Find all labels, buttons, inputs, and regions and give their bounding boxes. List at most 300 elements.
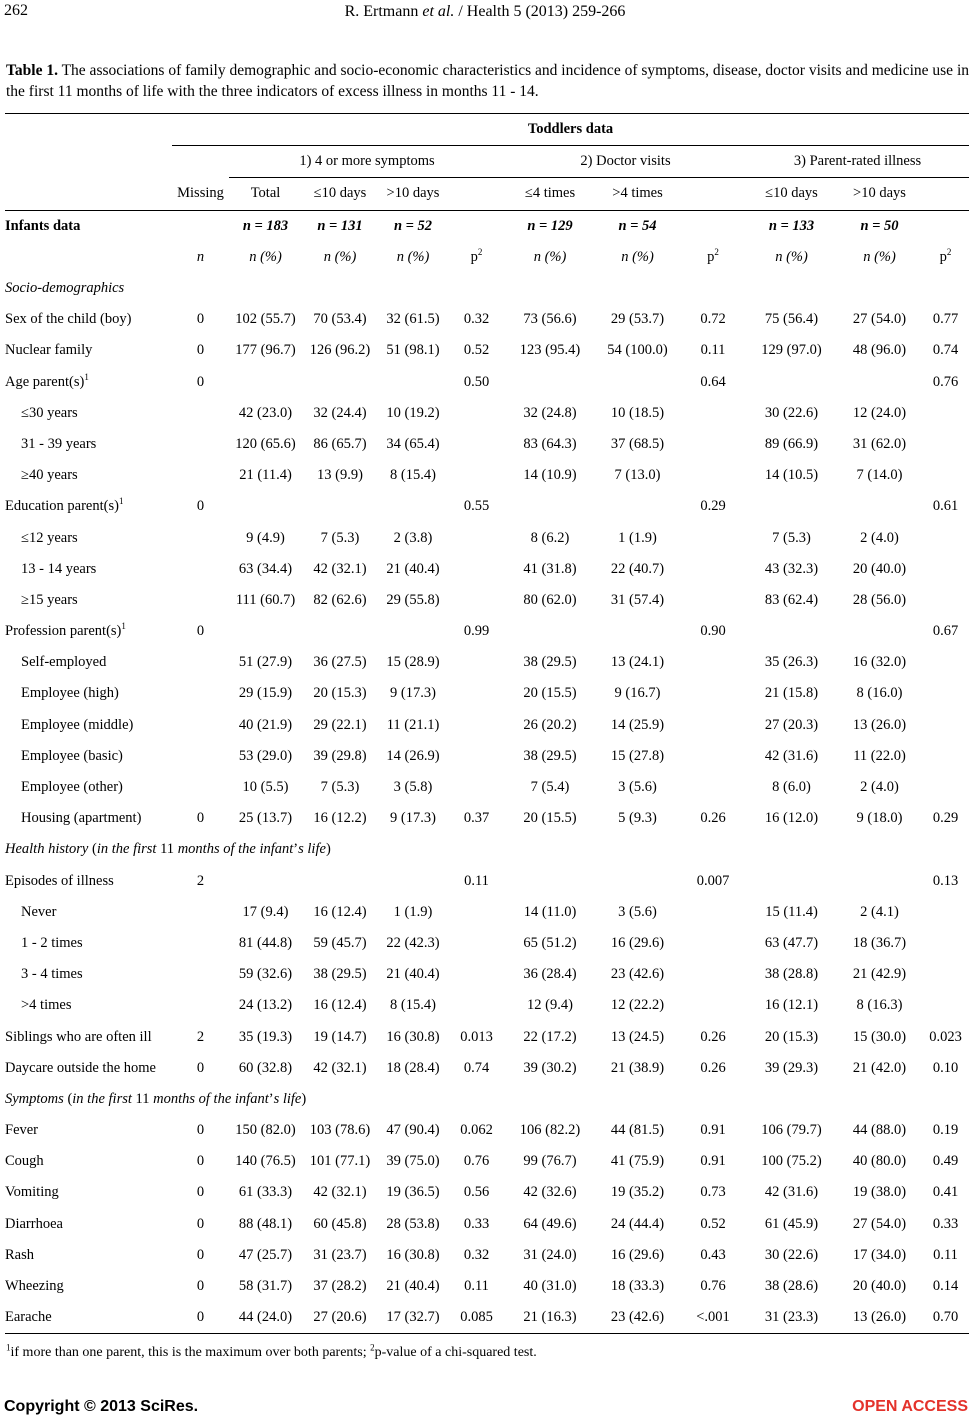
table-cell: 7 (5.3) [320, 779, 360, 796]
row-label-text: ≤12 years [21, 529, 78, 546]
table-row [5, 1021, 969, 1052]
table-cell: 0.41 [932, 1184, 959, 1201]
n-count: n = 50 [860, 217, 899, 234]
table-cell [680, 585, 746, 616]
table-cell: 9 (17.3) [390, 685, 436, 702]
table-cell: 27 (20.6) [313, 1309, 367, 1326]
table-cell: 88 (48.1) [238, 1215, 293, 1232]
row-label-text: ≥15 years [21, 591, 78, 608]
table-cell: 23 (42.6) [610, 1309, 665, 1326]
table-cell: 13 (24.5) [610, 1028, 665, 1045]
page-number: 262 [4, 2, 28, 19]
table-cell: 120 (65.6) [235, 435, 296, 452]
section-title-symptoms [5, 1084, 969, 1115]
table-cell: 0.50 [463, 373, 490, 390]
table-cell: 1 (1.9) [393, 903, 433, 920]
table-cell: 0.73 [700, 1184, 726, 1201]
row-label [5, 429, 172, 460]
table-cell [922, 522, 969, 553]
table-cell: 27 (54.0) [852, 311, 907, 328]
table-cell: 0.56 [463, 1184, 490, 1201]
table-cell: 0.37 [463, 810, 490, 827]
row-label [5, 741, 172, 772]
row-label-text: Education parent(s) [5, 498, 119, 515]
table-cell: 14 (25.9) [610, 716, 665, 733]
table-cell: 59 (45.7) [313, 934, 367, 951]
table-cell: 34 (65.4) [386, 435, 440, 452]
table-cell: 0.74 [463, 1059, 490, 1076]
health-h: ) [325, 841, 331, 858]
table-cell [448, 772, 505, 803]
row-label-text: Siblings who are often ill [5, 1028, 152, 1045]
table-cell: 111 (60.7) [235, 591, 296, 608]
table-cell: 2 [196, 872, 205, 889]
row-label [5, 585, 172, 616]
symptoms-b: ( [63, 1090, 73, 1107]
table-row [5, 1302, 969, 1334]
row-label-text: Employee (basic) [21, 747, 123, 764]
table-cell: 7 (13.0) [614, 467, 661, 484]
unit-label: n (%) [249, 248, 282, 265]
table-cell [172, 678, 229, 709]
table-cell [505, 367, 595, 398]
table-cell [172, 398, 229, 429]
table-cell: 8 (16.3) [856, 997, 903, 1014]
table-cell [837, 866, 922, 897]
row-label [5, 398, 172, 429]
table-body [5, 114, 969, 1335]
table-cell: 47 (25.7) [238, 1246, 293, 1263]
table-cell: 28 (53.8) [386, 1215, 440, 1232]
row-label-text: 31 - 39 years [21, 435, 97, 452]
table-row [5, 1177, 969, 1208]
row-label-text: Profession parent(s) [5, 623, 122, 640]
row-label-text: Diarrhoea [5, 1215, 63, 1232]
column-header: ≤4 times [524, 185, 576, 202]
table-caption [6, 60, 969, 102]
table-cell: 38 (29.5) [523, 654, 577, 671]
health-g: s life [298, 841, 326, 858]
row-label [5, 1240, 172, 1271]
table-cell: 20 (15.3) [764, 1028, 819, 1045]
table-cell: 0.085 [460, 1309, 493, 1326]
table-cell: 0.43 [700, 1246, 726, 1263]
table-cell: 140 (76.5) [235, 1153, 296, 1170]
table-cell: 16 (29.6) [610, 1246, 665, 1263]
table-cell: 0.007 [696, 872, 730, 889]
table-cell: 3 (5.6) [618, 903, 657, 920]
table-cell [448, 429, 505, 460]
table-cell: 2 (4.0) [860, 779, 899, 796]
row-label [5, 304, 172, 335]
table-cell [746, 866, 837, 897]
table-cell [837, 491, 922, 522]
table-cell: 0 [196, 1153, 205, 1170]
table-row [5, 367, 969, 398]
table-cell: 32 (24.8) [523, 404, 577, 421]
table-cell: 8 (15.4) [390, 997, 436, 1014]
table-cell: 40 (21.9) [238, 716, 293, 733]
row-label-text: Episodes of illness [5, 872, 114, 889]
table-cell: 0 [196, 342, 205, 359]
table-cell: 0.11 [464, 872, 489, 889]
table-cell: 32 (61.5) [386, 311, 440, 328]
table-cell: 65 (51.2) [523, 934, 577, 951]
n-count: n = 129 [527, 217, 573, 234]
table-cell: 10 (19.2) [386, 404, 440, 421]
unit-label [680, 242, 746, 273]
row-label-text: 3 - 4 times [21, 966, 83, 983]
table-cell: 7 (5.3) [320, 529, 360, 546]
table-cell [837, 616, 922, 647]
table-cell: 16 (12.4) [313, 997, 367, 1014]
row-label [5, 772, 172, 803]
table-row [5, 522, 969, 553]
table-cell: <.001 [696, 1309, 730, 1326]
table-cell [595, 367, 680, 398]
table-cell: 51 (98.1) [386, 342, 440, 359]
table-cell: 51 (27.9) [238, 654, 293, 671]
table-cell: 21 (42.9) [852, 966, 907, 983]
table-cell: 63 (47.7) [764, 934, 819, 951]
table-cell: 0.013 [460, 1028, 493, 1045]
footnote-marker: 1 [118, 496, 124, 507]
table-cell: 20 (40.0) [852, 1278, 907, 1295]
p-label: p [939, 248, 947, 265]
table-cell: 31 (57.4) [610, 591, 665, 608]
table-cell: 0.13 [932, 872, 959, 889]
table-cell [378, 616, 448, 647]
table-cell [680, 678, 746, 709]
n-count [922, 210, 969, 242]
p-label: p [707, 248, 715, 265]
table-cell: 16 (30.8) [386, 1246, 440, 1263]
table-cell [229, 616, 302, 647]
table-cell: 8 (6.2) [530, 529, 570, 546]
table-cell [922, 741, 969, 772]
table-row [5, 1053, 969, 1084]
n-count: n = 54 [618, 217, 657, 234]
table-cell: 19 (38.0) [852, 1184, 907, 1201]
table-cell: 7 (14.0) [856, 467, 903, 484]
table-cell [680, 990, 746, 1021]
row-label-text: Age parent(s) [5, 373, 85, 390]
table-cell: 2 (4.0) [860, 529, 899, 546]
table-cell: 44 (88.0) [852, 1122, 907, 1139]
row-label [5, 367, 172, 398]
table-cell: 60 (32.8) [238, 1059, 293, 1076]
table-cell: 0.11 [464, 1278, 489, 1295]
table-row [5, 866, 969, 897]
table-row [5, 585, 969, 616]
footnote-marker: 1 [121, 621, 126, 632]
table-cell: 0.32 [463, 311, 490, 328]
table-cell: 89 (66.9) [764, 435, 819, 452]
table-cell [172, 959, 229, 990]
table-cell: 61 (33.3) [238, 1184, 293, 1201]
table-cell: 0.26 [700, 810, 726, 827]
symptoms-g: s life [273, 1090, 302, 1107]
results-table [5, 113, 969, 1334]
symptoms-h: ) [301, 1090, 307, 1107]
table-cell: 0.91 [700, 1122, 726, 1139]
table-cell: 150 (82.0) [235, 1122, 296, 1139]
table-cell: 24 (13.2) [238, 997, 293, 1014]
table-cell: 101 (77.1) [309, 1153, 371, 1170]
row-label-text: 13 - 14 years [21, 560, 97, 577]
table-cell: 19 (36.5) [386, 1184, 440, 1201]
table-row [5, 710, 969, 741]
row-label [5, 647, 172, 678]
table-cell: 21 (11.4) [239, 467, 292, 484]
table-cell: 42 (31.6) [764, 747, 819, 764]
table-cell: 0.90 [700, 623, 726, 640]
row-label-text: Employee (high) [21, 685, 119, 702]
table-cell: 21 (40.4) [386, 560, 440, 577]
table-cell [229, 491, 302, 522]
section-socio [5, 273, 969, 304]
n-count: n = 131 [317, 217, 363, 234]
table-cell: 14 (10.9) [523, 467, 577, 484]
table-cell: 29 (55.8) [386, 591, 440, 608]
table-cell [302, 866, 378, 897]
table-cell [922, 928, 969, 959]
symptoms-a: Symptoms [5, 1090, 64, 1107]
table-cell: 21 (16.3) [523, 1309, 577, 1326]
section-title-health [5, 834, 969, 865]
table-cell: 0.11 [700, 342, 726, 359]
table-row [5, 460, 969, 491]
row-label [5, 491, 172, 522]
table-cell: 13 (26.0) [852, 716, 907, 733]
table-row [5, 678, 969, 709]
table-cell: 26 (20.2) [523, 716, 577, 733]
table-row [5, 741, 969, 772]
table-cell: 19 (14.7) [313, 1028, 367, 1045]
table-cell [922, 710, 969, 741]
table-cell: 0.72 [700, 311, 726, 328]
table-cell: 2 (4.1) [860, 903, 899, 920]
table-row [5, 429, 969, 460]
footnote-sup-2: 2 [370, 1342, 375, 1353]
journal-etal: et al. [422, 3, 455, 20]
table-cell: 21 (40.4) [386, 1278, 440, 1295]
table-cell: 14 (11.0) [523, 903, 577, 920]
table-cell: 36 (28.4) [523, 966, 577, 983]
row-label [5, 803, 172, 834]
table-cell: 48 (96.0) [852, 342, 907, 359]
table-cell: 22 (40.7) [610, 560, 665, 577]
table-row [5, 554, 969, 585]
table-cell: 39 (30.2) [523, 1059, 577, 1076]
table-cell: 41 (31.8) [523, 560, 577, 577]
table-cell [302, 367, 378, 398]
table-cell: 29 (53.7) [610, 311, 665, 328]
table-cell: 0.77 [932, 311, 959, 328]
table-cell [172, 990, 229, 1021]
row-label [5, 1177, 172, 1208]
unit-label [922, 242, 969, 273]
row-label-text: Nuclear family [5, 342, 93, 359]
column-header [448, 178, 505, 210]
table-cell: 1 (1.9) [618, 529, 657, 546]
table-row [5, 616, 969, 647]
table-cell [448, 647, 505, 678]
row-label-text: Fever [5, 1122, 39, 1139]
table-row [5, 959, 969, 990]
table-row [5, 772, 969, 803]
row-label [5, 1021, 172, 1052]
table-cell: 100 (75.2) [761, 1153, 822, 1170]
section-title-socio: Socio-demographics [5, 280, 125, 297]
n-count [172, 210, 229, 242]
infants-label: Infants data [5, 217, 81, 234]
table-cell: 31 (62.0) [852, 435, 907, 452]
table-cell [302, 491, 378, 522]
table-cell [922, 897, 969, 928]
table-cell [680, 897, 746, 928]
table-cell: 11 (21.1) [386, 716, 440, 733]
table-cell [172, 522, 229, 553]
table-cell: 0 [196, 1184, 205, 1201]
table-cell: 20 (40.0) [852, 560, 907, 577]
table-cell: 37 (28.2) [313, 1278, 367, 1295]
footnote-marker: 1 [84, 371, 89, 382]
n-count: n = 133 [768, 217, 815, 234]
table-cell: 39 (29.8) [313, 747, 367, 764]
table-cell: 177 (96.7) [235, 342, 296, 359]
table-cell: 82 (62.6) [313, 591, 367, 608]
row-label [5, 678, 172, 709]
table-cell: 42 (32.6) [523, 1184, 577, 1201]
table-cell [746, 616, 837, 647]
table-row [5, 803, 969, 834]
table-cell: 0.29 [932, 810, 959, 827]
open-access-badge: OPEN ACCESS [852, 1398, 968, 1415]
table-cell [448, 741, 505, 772]
table-cell: 10 (18.5) [610, 404, 665, 421]
table-cell: 39 (75.0) [386, 1153, 440, 1170]
table-cell: 18 (36.7) [852, 934, 907, 951]
table-cell: 9 (17.3) [390, 810, 436, 827]
table-cell: 0.76 [932, 373, 959, 390]
table-cell [172, 741, 229, 772]
footnote-text-1: if more than one parent, this is the maximum over both parents; [10, 1345, 371, 1360]
table-cell: 15 (11.4) [765, 903, 818, 920]
table-cell [172, 585, 229, 616]
table-cell: 16 (12.4) [313, 903, 367, 920]
table-cell: 0.64 [700, 373, 726, 390]
table-row [5, 647, 969, 678]
health-e: months of the infant [177, 841, 294, 858]
table-cell: 0 [196, 1246, 205, 1263]
table-cell: 0.11 [933, 1246, 958, 1263]
table-cell: 11 (22.0) [853, 747, 906, 764]
column-header: ≤10 days [313, 185, 367, 202]
journal-citation [0, 3, 970, 21]
symptoms-d: 11 [131, 1090, 154, 1107]
table-cell [505, 491, 595, 522]
table-cell: 30 (22.6) [764, 404, 819, 421]
table-cell: 102 (55.7) [235, 311, 296, 328]
table-cell [448, 554, 505, 585]
table-cell [680, 772, 746, 803]
n-count: n = 52 [393, 217, 433, 234]
table-cell [229, 866, 302, 897]
column-header: Missing [177, 185, 224, 202]
table-footnote [6, 1342, 537, 1361]
table-cell: 15 (27.8) [610, 747, 665, 764]
table-cell: 42 (31.6) [764, 1184, 819, 1201]
section-symptoms [5, 1084, 969, 1115]
table-cell: 0 [196, 810, 205, 827]
table-cell: 99 (76.7) [523, 1153, 577, 1170]
table-cell: 16 (29.6) [610, 934, 665, 951]
table-cell: 0.49 [932, 1153, 959, 1170]
row-label [5, 990, 172, 1021]
table-cell: 106 (82.2) [519, 1122, 581, 1139]
row-label [5, 1053, 172, 1084]
table-cell [448, 990, 505, 1021]
unit-label [448, 242, 505, 273]
table-cell: 17 (34.0) [852, 1246, 907, 1263]
table-cell: 25 (13.7) [238, 810, 293, 827]
table-cell: 106 (79.7) [761, 1122, 822, 1139]
table-cell [302, 616, 378, 647]
row-label-text: ≤30 years [21, 404, 78, 421]
table-row [5, 928, 969, 959]
table-cell [595, 491, 680, 522]
column-header: Total [250, 185, 281, 202]
table-cell: 0 [196, 1278, 205, 1295]
unit-label: n [196, 248, 205, 265]
table-cell: 0 [196, 623, 205, 640]
row-label-text: 1 - 2 times [21, 934, 83, 951]
n-count: n = 183 [242, 217, 289, 234]
unit-label: n (%) [396, 248, 430, 265]
table-cell: 14 (26.9) [386, 747, 440, 764]
table-cell: 28 (56.0) [852, 591, 907, 608]
table-cell: 37 (68.5) [610, 435, 665, 452]
health-a: Health history [5, 841, 89, 858]
table-cell [680, 398, 746, 429]
table-cell: 42 (32.1) [313, 560, 367, 577]
table-cell [746, 491, 837, 522]
table-cell [448, 398, 505, 429]
column-header: >10 days [853, 185, 906, 202]
table-cell [922, 429, 969, 460]
caption-label: Table 1. [6, 62, 58, 79]
column-header-row [5, 178, 969, 210]
table-cell: 7 (5.3) [772, 529, 811, 546]
row-label-text: Housing (apartment) [21, 810, 142, 827]
table-cell: 20 (15.5) [523, 685, 577, 702]
health-f: ’ [293, 841, 299, 858]
table-cell [680, 522, 746, 553]
table-cell: 32 (24.4) [313, 404, 367, 421]
table-cell [172, 460, 229, 491]
table-cell: 21 (42.0) [852, 1059, 907, 1076]
table-cell [922, 959, 969, 990]
table-cell: 19 (35.2) [610, 1184, 665, 1201]
table-cell: 30 (22.6) [764, 1246, 819, 1263]
row-label-text: Never [21, 903, 57, 920]
table-cell: 123 (95.4) [519, 342, 581, 359]
table-cell: 0.26 [700, 1028, 726, 1045]
table-row [5, 491, 969, 522]
table-cell: 58 (31.7) [238, 1278, 293, 1295]
table-cell: 0.52 [700, 1215, 726, 1232]
